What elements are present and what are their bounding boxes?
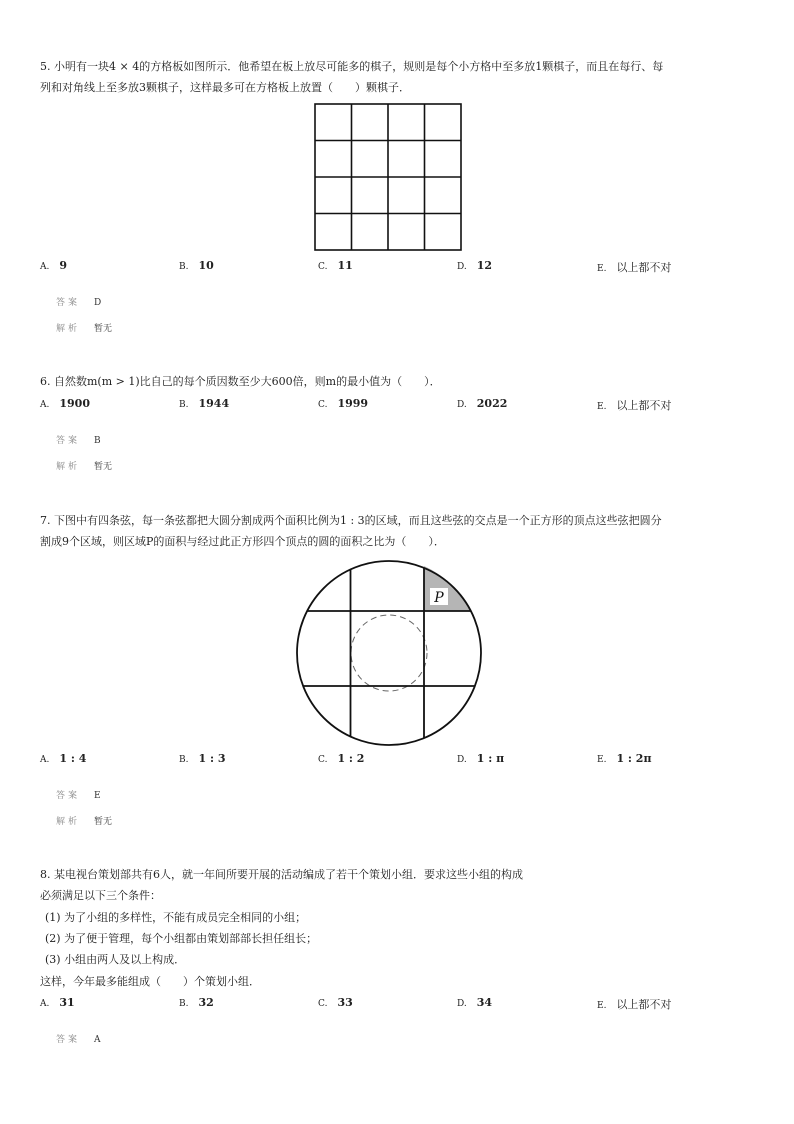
option-value: 1 : 4 xyxy=(59,752,87,765)
q7-stem-line1: 7. 下图中有四条弦，每一条弦都把大圆分割成两个面积比例为1 : 3的区域，而且这些弦的交点是一个正方形的顶点这些弦把圆分 xyxy=(40,514,662,527)
option-letter: A. xyxy=(40,999,50,1009)
q8-stem-line3: 这样，今年最多能组成（ ）个策划小组． xyxy=(40,975,260,988)
answer-label: 答案 xyxy=(56,1035,81,1045)
q5-option-b[interactable] xyxy=(179,259,214,272)
option-letter: C. xyxy=(318,999,328,1009)
option-value: 9 xyxy=(59,259,68,272)
option-letter: B. xyxy=(179,400,189,410)
q7-circle-figure xyxy=(293,557,485,749)
option-letter: D. xyxy=(457,262,467,272)
q7-option-d[interactable] xyxy=(457,752,504,765)
q5-stem-line2: 列和对角线上至多放3颗棋子，这样最多可在方格板上放置（ ）颗棋子． xyxy=(40,81,410,94)
q5-grid-figure xyxy=(314,103,462,251)
q5-option-a[interactable] xyxy=(40,259,67,272)
option-letter: D. xyxy=(457,400,467,410)
answer-label: 答案 xyxy=(56,436,81,446)
q8-answer xyxy=(56,1032,101,1045)
answer-value: A xyxy=(94,1035,101,1045)
q5-analysis xyxy=(56,321,112,334)
q7-option-e[interactable] xyxy=(597,752,652,765)
option-value: 1944 xyxy=(198,397,230,410)
option-value: 1 : 2 xyxy=(337,752,365,765)
option-value: 1 : 3 xyxy=(198,752,226,765)
q7-stem-line2: 割成9个区域，则区域P的面积与经过此正方形四个顶点的圆的面积之比为（ ）． xyxy=(40,535,445,548)
q6-stem-line1: 6. 自然数m(m > 1)比自己的每个质因数至少大600倍，则m的最小值为（ ）． xyxy=(40,375,441,388)
option-letter: E. xyxy=(597,1001,607,1011)
option-letter: E. xyxy=(597,755,607,765)
q6-option-b[interactable] xyxy=(179,397,229,410)
answer-value: E xyxy=(94,791,101,801)
option-value: 31 xyxy=(59,996,75,1009)
analysis-value: 暂无 xyxy=(94,817,113,827)
q5-option-e[interactable] xyxy=(597,259,671,275)
q8-condition-3: (3) 小组由两人及以上构成． xyxy=(45,953,186,966)
option-letter: D. xyxy=(457,755,467,765)
analysis-label: 解析 xyxy=(56,324,81,334)
option-value: 1999 xyxy=(337,397,369,410)
option-letter: E. xyxy=(597,264,607,274)
answer-label: 答案 xyxy=(56,791,81,801)
q5-stem-line1: 5. 小明有一块4 × 4的方格板如图所示．他希望在板上放尽可能多的棋子，规则是每个小方格中至多放1颗棋子，而且在每行、每 xyxy=(40,60,664,73)
option-letter: B. xyxy=(179,755,189,765)
option-value: 1900 xyxy=(59,397,90,410)
answer-label: 答案 xyxy=(56,298,81,308)
option-value: 以上都不对 xyxy=(616,261,672,274)
option-letter: A. xyxy=(40,262,50,272)
q6-option-a[interactable] xyxy=(40,397,90,410)
option-value: 33 xyxy=(337,996,353,1009)
analysis-label: 解析 xyxy=(56,817,81,827)
option-letter: B. xyxy=(179,262,189,272)
analysis-value: 暂无 xyxy=(94,462,113,472)
option-letter: B. xyxy=(179,999,189,1009)
option-letter: C. xyxy=(318,262,328,272)
q8-option-a[interactable] xyxy=(40,996,75,1009)
q8-option-e[interactable] xyxy=(597,996,671,1012)
region-p-label: P xyxy=(434,590,444,606)
q7-answer xyxy=(56,788,101,801)
q8-condition-2: (2) 为了便于管理，每个小组都由策划部部长担任组长； xyxy=(45,932,318,945)
q7-option-b[interactable] xyxy=(179,752,226,765)
answer-value: D xyxy=(94,298,102,308)
q5-option-c[interactable] xyxy=(318,259,353,272)
q8-stem-line1: 8. 某电视台策划部共有6人，就一年间所要开展的活动编成了若干个策划小组．要求这些小组的构成 xyxy=(40,868,523,881)
q8-option-d[interactable] xyxy=(457,996,492,1009)
q8-condition-1: (1) 为了小组的多样性，不能有成员完全相同的小组； xyxy=(45,911,307,924)
answer-value: B xyxy=(94,436,101,446)
q5-option-d[interactable] xyxy=(457,259,492,272)
q5-answer xyxy=(56,295,101,308)
option-letter: E. xyxy=(597,402,607,412)
option-value: 以上都不对 xyxy=(616,998,672,1011)
option-value: 2022 xyxy=(476,397,508,410)
option-value: 34 xyxy=(476,996,493,1009)
analysis-value: 暂无 xyxy=(94,324,113,334)
q6-answer xyxy=(56,433,101,446)
q8-stem-line2: 必须满足以下三个条件： xyxy=(40,889,161,902)
option-value: 1 : π xyxy=(476,752,505,765)
q6-analysis xyxy=(56,459,112,472)
option-value: 10 xyxy=(198,259,214,272)
q8-option-c[interactable] xyxy=(318,996,353,1009)
option-letter: A. xyxy=(40,400,50,410)
option-letter: C. xyxy=(318,755,328,765)
option-letter: A. xyxy=(40,755,50,765)
option-value: 以上都不对 xyxy=(616,399,672,412)
analysis-label: 解析 xyxy=(56,462,81,472)
q7-analysis xyxy=(56,814,112,827)
q8-option-b[interactable] xyxy=(179,996,214,1009)
q7-option-a[interactable] xyxy=(40,752,86,765)
inner-dashed-circle xyxy=(351,615,427,691)
option-letter: C. xyxy=(318,400,328,410)
option-value: 32 xyxy=(198,996,214,1009)
option-value: 12 xyxy=(476,259,493,272)
q6-option-d[interactable] xyxy=(457,397,507,410)
q6-option-c[interactable] xyxy=(318,397,368,410)
q7-option-c[interactable] xyxy=(318,752,364,765)
q6-option-e[interactable] xyxy=(597,397,671,413)
option-value: 11 xyxy=(337,259,353,272)
option-letter: D. xyxy=(457,999,467,1009)
option-value: 1 : 2π xyxy=(616,752,652,765)
